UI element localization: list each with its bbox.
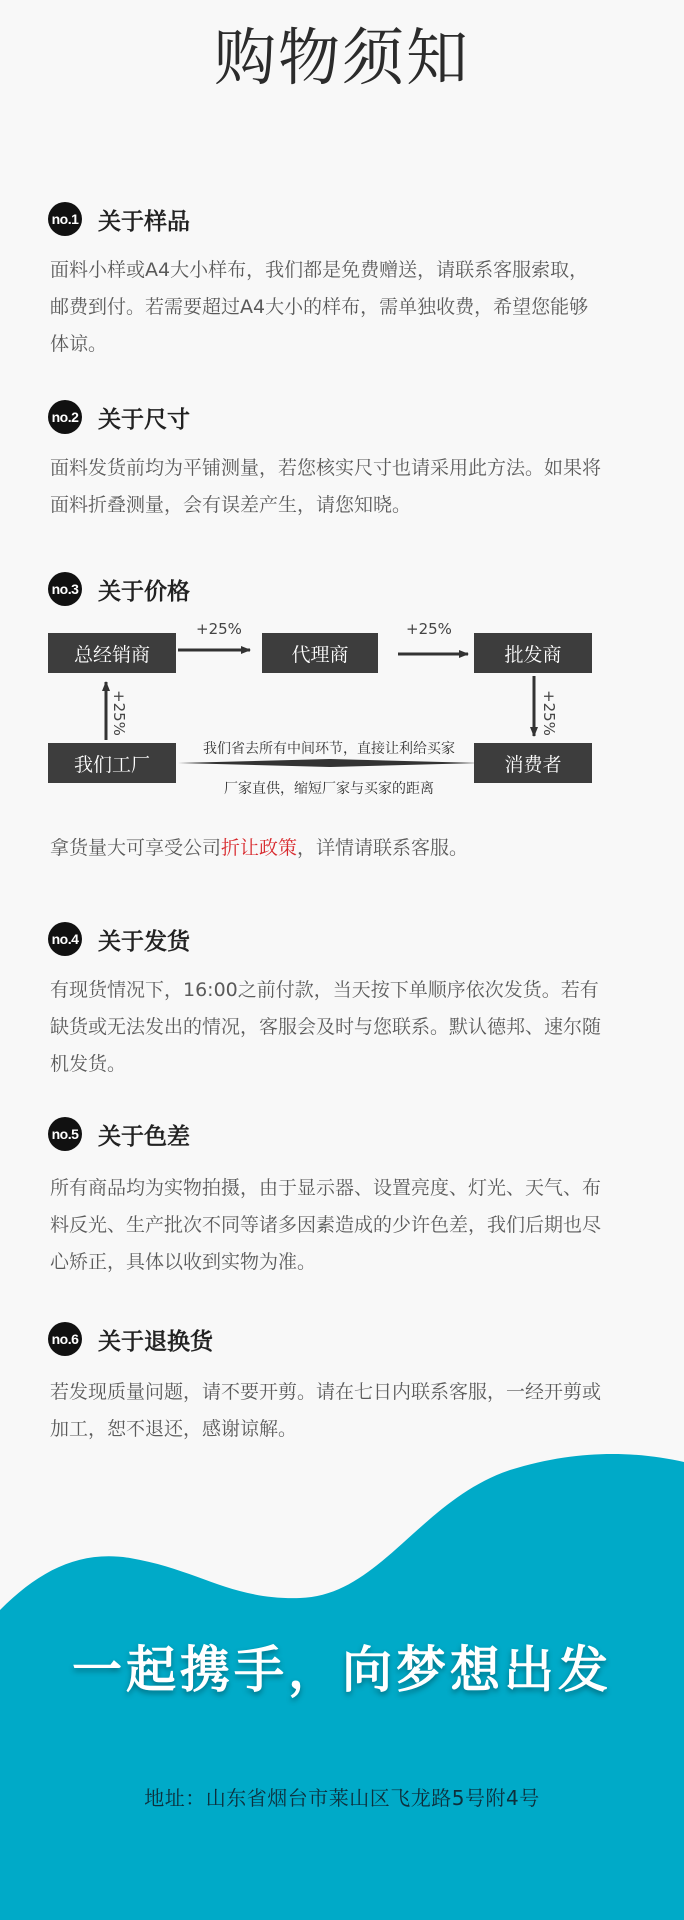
markup-label-3: +25% [110,690,128,736]
section-title: 关于价格 [98,578,190,605]
page-title: 购物须知 [213,21,470,94]
discount-text [50,830,640,867]
note-bottom: 厂家直供，缩短厂家与买家的距离 [224,781,434,797]
text-line: 若发现质量问题，请不要开剪。请在七日内联系客服，一经开剪或 [50,1381,602,1403]
section-number-badge: no.4 [48,922,82,956]
node-wholesaler: 批发商 [474,633,592,673]
section-text-size [50,450,640,524]
discount-highlight: 折让政策 [221,837,298,859]
text-line: 面料折叠测量，会有误差产生，请您知晓。 [50,494,412,516]
text-line: 缺货或无法发出的情况，客服会及时与您联系。默认德邦、速尔随 [50,1016,602,1038]
discount-before: 拿货量大可享受公司 [50,837,222,859]
section-number-badge: no.5 [48,1117,82,1151]
section-text-returns [50,1374,640,1448]
section-header-shipping [48,922,190,956]
markup-label-2: +25% [406,620,452,638]
markup-label-1: +25% [196,620,242,638]
section-header-price [48,572,190,606]
text-line: 有现货情况下，16:00之前付款，当天按下单顺序依次发货。若有 [50,979,599,1001]
section-header-samples [48,202,190,236]
section-header-size [48,400,190,434]
note-top: 我们省去所有中间环节，直接让利给买家 [203,741,455,757]
node-factory: 我们工厂 [48,743,176,783]
section-number-badge: no.2 [48,400,82,434]
text-line: 邮费到付。若需要超过A4大小的样布，需单独收费，希望您能够 [50,296,589,318]
section-text-color [50,1170,640,1281]
section-text-shipping [50,972,640,1083]
text-line: 体谅。 [50,333,108,355]
arrow-long-spindle [178,759,480,767]
section-header-color [48,1117,190,1151]
text-line: 料反光、生产批次不同等诸多因素造成的少许色差，我们后期也尽 [50,1214,602,1236]
section-number-badge: no.1 [48,202,82,236]
markup-label-4: +25% [540,690,558,736]
text-line: 心矫正，具体以收到实物为准。 [50,1251,317,1273]
section-text-samples [50,252,640,363]
section-number-badge: no.3 [48,572,82,606]
node-distributor: 总经销商 [48,633,176,673]
discount-after: ，详情请联系客服。 [297,837,469,859]
section-title: 关于尺寸 [98,406,190,433]
node-agent: 代理商 [262,633,378,673]
slogan: 一起携手，向梦想出发 [72,1641,612,1699]
section-title: 关于样品 [98,208,190,235]
node-consumer: 消费者 [474,743,592,783]
address: 地址：山东省烟台市莱山区飞龙路5号附4号 [144,1786,540,1810]
text-line: 所有商品均为实物拍摄，由于显示器、设置亮度、灯光、天气、布 [50,1177,602,1199]
text-line: 机发货。 [50,1053,127,1075]
section-header-returns [48,1322,213,1356]
text-line: 面料小样或A4大小样布，我们都是免费赠送，请联系客服索取， [50,259,589,281]
section-number-badge: no.6 [48,1322,82,1356]
section-title: 关于退换货 [98,1328,213,1355]
text-line: 加工，恕不退还，感谢谅解。 [50,1418,298,1440]
text-line: 面料发货前均为平铺测量，若您核实尺寸也请采用此方法。如果将 [50,457,602,479]
section-title: 关于色差 [98,1123,190,1150]
section-title: 关于发货 [98,928,190,955]
